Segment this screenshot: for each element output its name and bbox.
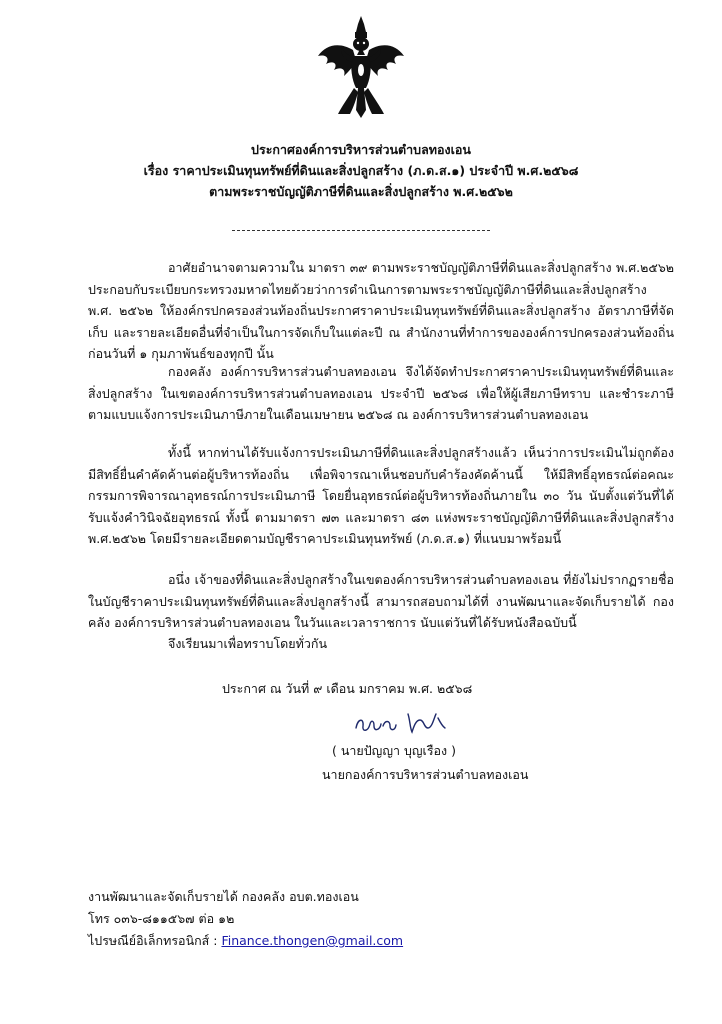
email-link[interactable]: Finance.thongen@gmail.com xyxy=(221,933,404,948)
act-line: ตามพระราชบัญญัติภาษีที่ดินและสิ่งปลูกสร้าง พ.ศ.๒๕๖๒ xyxy=(209,184,513,199)
announcement-title: ประกาศองค์การบริหารส่วนตำบลทองเอน xyxy=(251,142,471,157)
contact-footer xyxy=(88,886,403,952)
footer-phone: โทร ๐๓๖-๘๑๑๕๖๗ ต่อ ๑๒ xyxy=(88,911,235,926)
footer-email-label: ไปรษณีย์อิเล็กทรอนิกส์ : xyxy=(88,933,222,948)
footer-email-row xyxy=(88,930,403,952)
subject-line: เรื่อง ราคาประเมินทุนทรัพย์ที่ดินและสิ่งปลูกสร้าง (ภ.ด.ส.๑) ประจำปี พ.ศ.๒๕๖๘ xyxy=(143,163,579,178)
signer-name: ( นายปัญญา บุญเรือง ) xyxy=(332,743,456,758)
signer-position: นายกองค์การบริหารส่วนตำบลทองเอน xyxy=(322,767,529,782)
title-block xyxy=(60,139,662,202)
body-paragraph-4: อนึ่ง เจ้าของที่ดินและสิ่งปลูกสร้างในเขตองค์การบริหารส่วนตำบลทองเอน ที่ยังไม่ปรากฏรายชื่อในบัญชีราคาประเมินทุนทรัพย์ที่ดินและสิ่งปลูกสร้างนี้ สามารถสอบถามได้ที่ งานพัฒนาและจัดเก็บรายได้ กองคลัง องค์การบริหารส่วนตำบลทองเอน ในวันและเวลาราชการ นับแต่วันที่ได้รับหนังสือฉบับนี้ xyxy=(88,572,674,631)
garuda-emblem-icon xyxy=(316,14,406,118)
closing-line: จึงเรียนมาเพื่อทราบโดยทั่วกัน xyxy=(168,636,327,651)
body-paragraph-3: ทั้งนี้ หากท่านได้รับแจ้งการประเมินภาษีที่ดินและสิ่งปลูกสร้างแล้ว เห็นว่าการประเมินไม่ถูกต้อง มีสิทธิ์ยื่นคำคัดค้านต่อผู้บริหารท้องถิ่น เพื่อพิจารณาเห็นชอบกับคำร้องคัดค้านนี้ ให้มีสิทธิ์อุทธรณ์ต่อคณะกรรมการพิจารณาอุทธรณ์การประเมินภาษี โดยยื่นอุทธรณ์ต่อผู้บริหารท้องถิ่นภายใน ๓๐ วัน นับตั้งแต่วันที่ได้รับแจ้งคำวินิจฉัยอุทธรณ์ ทั้งนี้ ตามมาตรา ๗๓ และมาตรา ๘๓ แห่งพระราชบัญญัติภาษีที่ดินและสิ่งปลูกสร้าง พ.ศ.๒๕๖๒ โดยมีรายละเอียดตามบัญชีราคาประเมินทุนทรัพย์ (ภ.ด.ส.๑) ที่แนบมาพร้อมนี้ xyxy=(88,445,674,547)
announce-date: ประกาศ ณ วันที่ ๙ เดือน มกราคม พ.ศ. ๒๕๖๘ xyxy=(222,681,473,696)
footer-department: งานพัฒนาและจัดเก็บรายได้ กองคลัง อบต.ทองเอน xyxy=(88,889,359,904)
handwritten-signature-icon xyxy=(350,706,454,740)
dashed-divider xyxy=(232,230,490,231)
body-paragraph-2: กองคลัง องค์การบริหารส่วนตำบลทองเอน จึงได้จัดทำประกาศราคาประเมินทุนทรัพย์ที่ดินและสิ่งปลูกสร้าง ในเขตองค์การบริหารส่วนตำบลทองเอน ประจำปี ๒๕๖๘ เพื่อให้ผู้เสียภาษีทราบ และชำระภาษีตามแบบแจ้งการประเมินภาษีภายในเดือนเมษายน ๒๕๖๘ ณ องค์การบริหารส่วนตำบลทองเอน xyxy=(88,364,674,423)
body-paragraph-1: อาศัยอำนาจตามความใน มาตรา ๓๙ ตามพระราชบัญญัติภาษีที่ดินและสิ่งปลูกสร้าง พ.ศ.๒๕๖๒ ประกอบกับระเบียบกระทรวงมหาดไทยด้วยว่าการดำเนินการตามพระราชบัญญัติภาษีที่ดินและสิ่งปลูกสร้าง พ.ศ. ๒๕๖๒ ให้องค์กรปกครองส่วนท้องถิ่นประกาศราคาประเมินทุนทรัพย์ที่ดินและสิ่งปลูกสร้าง อัตราภาษีที่จัดเก็บ และรายละเอียดอื่นที่จำเป็นในการจัดเก็บในแต่ละปี ณ สำนักงานที่ทำการขององค์การปกครองส่วนท้องถิ่น ก่อนวันที่ ๑ กุมภาพันธ์ของทุกปี นั้น xyxy=(88,260,674,362)
